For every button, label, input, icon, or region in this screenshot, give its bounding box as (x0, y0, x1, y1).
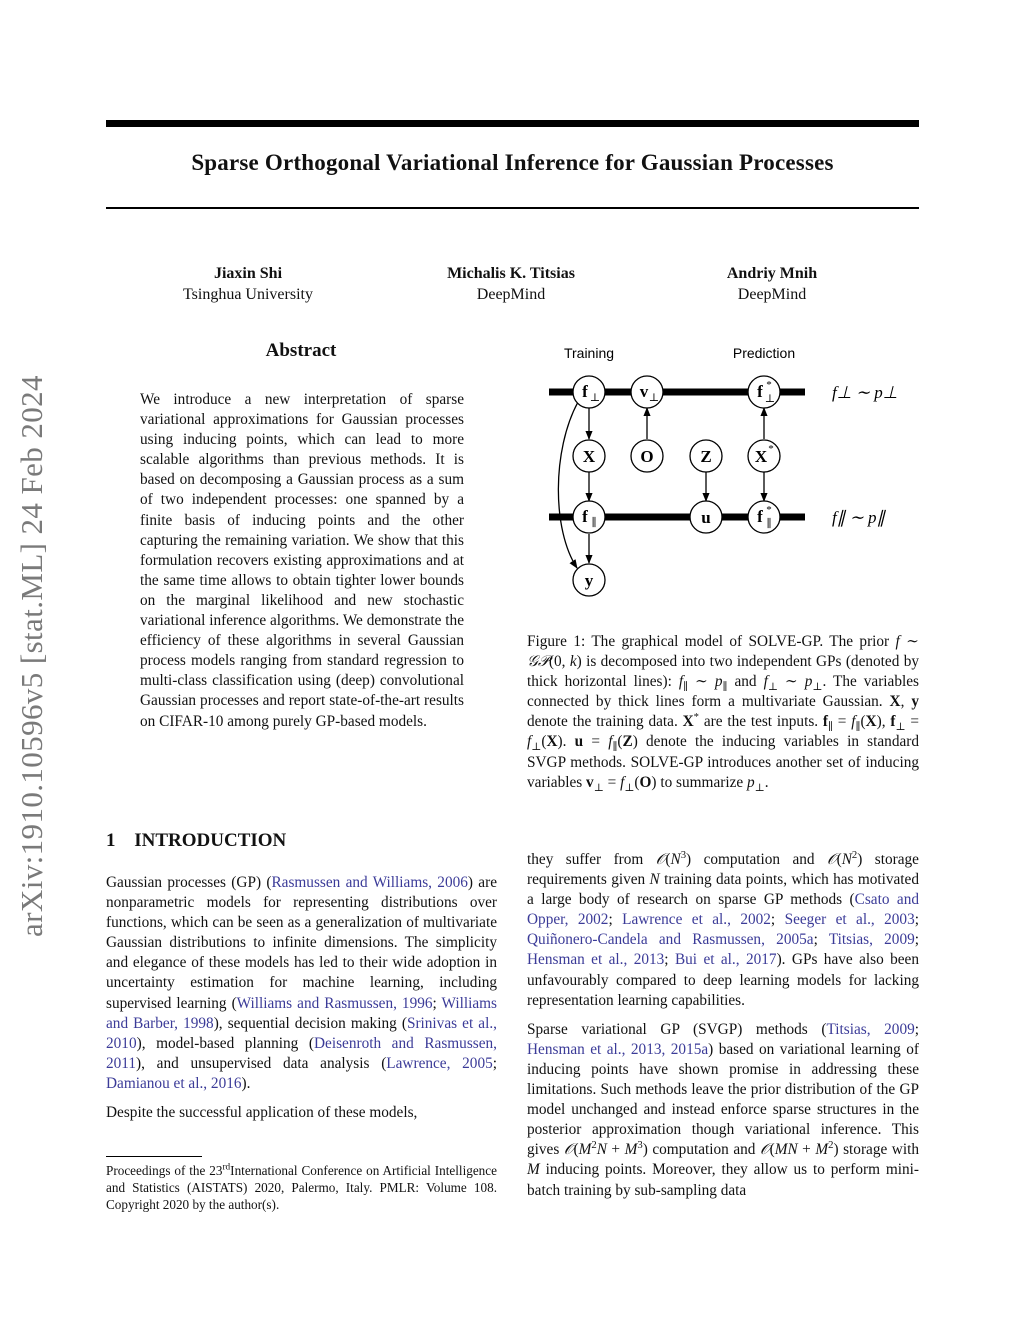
footnote-rule (106, 1156, 202, 1157)
abstract-heading: Abstract (265, 340, 337, 361)
node-y (573, 564, 605, 596)
svg-text:Z: Z (700, 447, 712, 466)
author-block-1 (118, 263, 378, 305)
footnote: Proceedings of the 23rdInternational Conference on Artificial Intelligence and Statistics (AISTATS) 2020, Palermo, Italy. PMLR: Volume 108. Copyright 2020 by the author(s). (106, 1161, 497, 1213)
author-name: Andriy Mnih (726, 265, 818, 282)
svg-text:⊥: ⊥ (764, 392, 776, 405)
top-rule (106, 120, 919, 127)
svg-text:⊥: ⊥ (648, 391, 660, 404)
intro-paragraph-2: Despite the successful application of these models, (106, 1104, 418, 1122)
node-f-par-star (748, 501, 780, 533)
svg-text:∥: ∥ (766, 517, 772, 530)
svg-text:*: * (768, 443, 774, 455)
citation-link[interactable]: Seeger et al., 2003 (784, 911, 915, 929)
citation-link[interactable]: Damianou et al., 2016 (106, 1074, 242, 1092)
node-f-perp (573, 376, 605, 408)
citation-link[interactable]: Titsias, 2009 (828, 931, 915, 949)
citation-link[interactable]: Lawrence, 2005 (386, 1054, 493, 1072)
section-heading (106, 830, 286, 852)
intro-left-column (106, 873, 497, 1132)
title-rule (106, 207, 919, 209)
abstract-text: We introduce a new interpretation of sparse variational approximations for Gaussian processes using inducing points, which can lead to more scalable algorithms than previous methods. It is based on decomposing a Gaussian process as a sum of two independent processes: one spanned by a finite basis of inducing points and the other capturing the remaining variation. We show that this formulation recovers existing approximations and at the same time allows to obtain tighter lower bounds on the marginal likelihood and new stochastic variational inference algorithms. We demonstrate the efficiency of these algorithms in several Gaussian process models ranging from standard regression to multi-class classification using (deep) convolutional Gaussian processes and report state-of-the-art results on CIFAR-10 among purely GP-based models. (140, 391, 464, 730)
svg-text:X: X (582, 447, 596, 466)
citation-link[interactable]: Hensman et al., 2013, 2015a (527, 1040, 709, 1058)
label-training: Training (563, 345, 615, 361)
author-affiliation: DeepMind (737, 286, 807, 303)
svg-text:∥: ∥ (591, 516, 597, 529)
svg-text:u: u (701, 508, 711, 527)
svg-text:⊥: ⊥ (589, 391, 601, 404)
intro-paragraph-4: Sparse variational GP (SVGP) methods (Titsias, 2009; Hensman et al., 2013, 2015a) based on variational learning of inducing points have shown promise in addressing these limitations. Such methods leave the prior distribution of the GP model unchanged and instead enforce sparse structures in the posterior approximation though variational inference. This gives $𝒪(M^2N + M^3)$ computation and 𝒪(MN + $M^2$) storage with M inducing points. Moreover, they allow us to perform mini-batch training by sub-sampling data (527, 1020, 919, 1199)
caption-prefix: Figure 1: (527, 633, 586, 650)
label-prediction: Prediction (732, 345, 796, 361)
citation-link[interactable]: Srinivas et al., 2010 (106, 1014, 497, 1052)
svg-text:y: y (584, 571, 594, 590)
label-f-perp-prior: f⊥ ∼ p⊥ (832, 383, 898, 402)
author-name: Jiaxin Shi (213, 265, 283, 282)
svg-text:f: f (582, 382, 588, 401)
label-f-par-prior: f∥ ∼ p∥ (832, 508, 885, 527)
citation-link[interactable]: Csato and Opper, 2002 (527, 891, 919, 929)
author-affiliation: DeepMind (476, 286, 546, 303)
svg-text:*: * (766, 379, 772, 391)
citation-link[interactable]: Hensman et al., 2013 (527, 951, 665, 969)
section-title: INTRODUCTION (134, 830, 287, 851)
author-block-3 (642, 263, 902, 305)
paper-title: Sparse Orthogonal Variational Inference for Gaussian Processes (191, 150, 834, 175)
svg-text:v: v (639, 382, 649, 401)
intro-paragraph-1: Gaussian processes (GP) (Rasmussen and Williams, 2006) are nonparametric models for representing distributions over functions, which can be seen as a generalization of multivariate Gaussian distributions to infinite dimensions. The simplicity and elegance of these models has led to their wide adoption in uncertainty estimation for machine learning, including supervised learning (Williams and Rasmussen, 1996; Williams and Barber, 1998), sequential decision making (Srinivas et al., 2010), model-based planning (Deisenroth and Rasmussen, 2011), and unsupervised data analysis (Lawrence, 2005; Damianou et al., 2016). (106, 874, 497, 1092)
citation-link[interactable]: Williams and Rasmussen, 1996 (236, 994, 433, 1012)
citation-link[interactable]: Rasmussen and Williams, 2006 (271, 874, 468, 891)
intro-paragraph-3: they suffer from $𝒪(N^3)$ computation and $𝒪(N^2)$ storage requirements given N training data points, which has motivated a large body of research on sparse GP methods (Csato and Opper, 2002; Lawrence et al., 2002; Seeger et al., 2003; Quiñonero-Candela and Rasmussen, 2005a; Titsias, 2009; Hensman et al., 2013; Bui et al., 2017). GPs have also been unfavourably compared to deep learning models for lacking representation learning capabilities. (527, 848, 919, 1009)
section-number: 1 (106, 830, 116, 851)
intro-right-column (527, 850, 919, 1210)
svg-text:f: f (582, 507, 588, 526)
figure-caption: Figure 1: The graphical model of SOLVE-GP. The prior f ∼ 𝒢𝒫(0, k) is decomposed into two independent GPs (denoted by thick horizontal lines): $f_\parallel$ ∼ $p_\parallel$ and $f_\perp$ ∼ $p_\perp$. The variables connected by thick lines form a multivariate Gaussian. X, y denote the training data. X* are the test inputs. $f_\parallel = f_\parallel(X)$, $f_\perp = f_\perp(X)$. $u = f_\parallel(Z)$ denote the inducing variables in standard SVGP methods. SOLVE-GP introduces another set of inducing variables $v_\perp = f_\perp(O)$ to summarize $p_\perp$. (527, 633, 920, 794)
svg-text:f: f (757, 382, 763, 401)
svg-text:*: * (766, 504, 772, 516)
node-f-perp-star (748, 376, 780, 408)
node-v-perp (631, 376, 663, 408)
svg-text:X: X (754, 447, 768, 466)
svg-text:O: O (640, 447, 654, 466)
node-x (573, 440, 605, 472)
arxiv-stamp: arXiv:1910.10596v5 [stat.ML] 24 Feb 2024 (14, 375, 49, 937)
author-affiliation: Tsinghua University (183, 286, 313, 303)
svg-text:f: f (757, 507, 763, 526)
node-f-par (573, 501, 605, 533)
node-u (690, 501, 722, 533)
citation-link[interactable]: Titsias, 2009 (826, 1020, 915, 1038)
node-z (690, 440, 722, 472)
node-o (631, 440, 663, 472)
citation-link[interactable]: Williams and Barber, 1998 (106, 994, 497, 1032)
citation-link[interactable]: Bui et al., 2017 (674, 951, 777, 969)
citation-link[interactable]: Quiñonero-Candela and Rasmussen, 2005a (527, 931, 814, 949)
citation-link[interactable]: Deisenroth and Rasmussen, 2011 (106, 1034, 497, 1072)
author-name: Michalis K. Titsias (447, 265, 575, 282)
figure-graphical-model (527, 340, 919, 610)
author-block-2 (381, 263, 641, 305)
citation-link[interactable]: Lawrence et al., 2002 (622, 911, 771, 929)
node-x-star (748, 440, 780, 472)
